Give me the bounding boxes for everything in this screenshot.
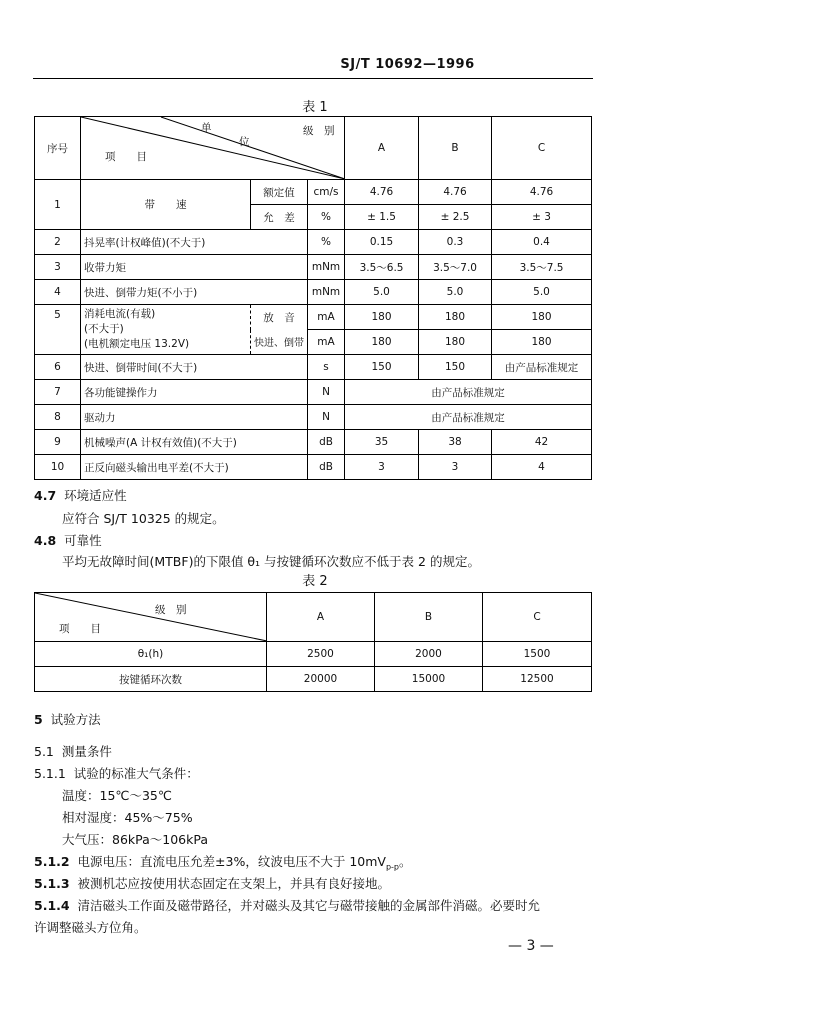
row6-a: 150 — [345, 355, 419, 380]
row1-a1: 4.76 — [345, 180, 419, 205]
table1-row — [35, 280, 592, 305]
row1-b2: ± 2.5 — [419, 205, 492, 230]
section-body: 被测机芯应按使用状态固定在支架上，并具有良好接地。 — [77, 876, 391, 891]
row1-unit2: % — [308, 205, 345, 230]
row6-unit: s — [308, 355, 345, 380]
table1-caption: 表 1 — [302, 100, 328, 115]
row7-value: 由产品标准规定 — [345, 380, 592, 405]
row10-b: 3 — [419, 455, 492, 480]
section-5-1-4-continued: 许调整磁头方位角。 — [34, 920, 147, 935]
header-rule — [33, 78, 593, 79]
header-unit-top: 单 — [201, 122, 212, 134]
humidity-condition: 相对湿度：45%～75% — [62, 810, 193, 825]
row5-c1: 180 — [492, 305, 592, 330]
row4-seq: 4 — [35, 280, 81, 305]
row2-c: 0.4 — [492, 230, 592, 255]
row4-c: 5.0 — [492, 280, 592, 305]
row3-item: 收带力矩 — [81, 255, 308, 280]
header-diagonal-cell — [81, 117, 345, 180]
row4-unit: mNm — [308, 280, 345, 305]
table2-header-C: C — [483, 593, 592, 642]
section-4-7-heading — [34, 486, 127, 504]
row4-a: 5.0 — [345, 280, 419, 305]
row9-unit: dB — [308, 430, 345, 455]
table1-row — [35, 455, 592, 480]
header-A: A — [345, 117, 419, 180]
section-5-heading — [34, 710, 101, 728]
row2-item: 抖晃率(计权峰值)(不大于) — [81, 230, 308, 255]
row1-sub2: 允 差 — [251, 205, 308, 230]
table2-header-B: B — [375, 593, 483, 642]
section-number: 5.1.4 — [34, 898, 70, 913]
row1-unit1: cm/s — [308, 180, 345, 205]
section-number: 5.1.3 — [34, 876, 70, 891]
row1-a2: ± 1.5 — [345, 205, 419, 230]
header-unit-bottom: 位 — [239, 136, 250, 148]
table2-row2-b: 15000 — [375, 667, 483, 692]
row7-item: 各功能键操作力 — [81, 380, 308, 405]
table2-row2-item: 按键循环次数 — [35, 667, 267, 692]
row10-c: 4 — [492, 455, 592, 480]
row1-sub1: 额定值 — [251, 180, 308, 205]
table2-header-item: 项 目 — [59, 623, 101, 635]
row10-unit: dB — [308, 455, 345, 480]
row5-b2: 180 — [419, 330, 492, 355]
row2-seq: 2 — [35, 230, 81, 255]
row2-a: 0.15 — [345, 230, 419, 255]
section-body-line1: 清洁磁头工作面及磁带路径，并对磁头及其它与磁带接触的金属部件消磁。必要时允 — [77, 898, 541, 913]
table2-row1-a: 2500 — [267, 642, 375, 667]
document-code-header: SJ/T 10692—1996 — [340, 57, 475, 72]
row9-a: 35 — [345, 430, 419, 455]
row4-item: 快进、倒带力矩(不小于) — [81, 280, 308, 305]
table2 — [34, 592, 592, 692]
table2-header-row — [35, 593, 592, 642]
row5-seq: 5 — [35, 305, 81, 355]
table1-row — [35, 230, 592, 255]
table1-row — [35, 430, 592, 455]
section-title: 试验方法 — [50, 712, 101, 727]
table2-diagonal-cell — [35, 593, 267, 642]
row9-c: 42 — [492, 430, 592, 455]
table1-row — [35, 355, 592, 380]
section-5-1-heading — [34, 742, 112, 760]
table1-header-row — [35, 117, 592, 180]
section-5-1-3 — [34, 874, 390, 892]
row9-item: 机械噪声(A 计权有效值)(不大于) — [81, 430, 308, 455]
row6-item: 快进、倒带时间(不大于) — [81, 355, 308, 380]
table2-row — [35, 642, 592, 667]
section-5-1-1-heading — [34, 764, 199, 782]
table1-row — [35, 305, 592, 330]
section-number: 5.1.1 — [34, 766, 66, 781]
row7-seq: 7 — [35, 380, 81, 405]
header-C: C — [492, 117, 592, 180]
section-title: 环境适应性 — [64, 488, 127, 503]
section-body: 电源电压：直流电压允差±3%，纹波电压不大于 10mV — [77, 854, 386, 869]
row8-unit: N — [308, 405, 345, 430]
table2-header-grade: 级 别 — [155, 604, 187, 616]
table2-row1-item: θ₁(h) — [35, 642, 267, 667]
section-number: 5.1.2 — [34, 854, 70, 869]
section-number: 5 — [34, 712, 43, 727]
header-seq: 序号 — [35, 117, 81, 180]
row1-c2: ± 3 — [492, 205, 592, 230]
table2-row2-c: 12500 — [483, 667, 592, 692]
table1 — [34, 116, 592, 480]
row9-b: 38 — [419, 430, 492, 455]
row3-unit: mNm — [308, 255, 345, 280]
row5-item-line2: (不大于) — [84, 323, 124, 335]
row1-b1: 4.76 — [419, 180, 492, 205]
row5-a2: 180 — [345, 330, 419, 355]
row10-seq: 10 — [35, 455, 81, 480]
row3-a: 3.5～6.5 — [345, 255, 419, 280]
section-4-8-heading — [34, 531, 102, 549]
row1-item: 带 速 — [81, 180, 251, 230]
row5-unit1: mA — [308, 305, 345, 330]
section-5-1-2 — [34, 852, 412, 872]
page-number: — 3 — — [508, 938, 554, 954]
section-4-8-body: 平均无故障时间(MTBF)的下限值 θ₁ 与按键循环次数应不低于表 2 的规定。 — [62, 554, 480, 569]
header-grade: 级 别 — [303, 125, 335, 137]
pressure-condition: 大气压：86kPa～106kPa — [62, 832, 209, 847]
row5-a1: 180 — [345, 305, 419, 330]
table2-row1-b: 2000 — [375, 642, 483, 667]
table2-row1-c: 1500 — [483, 642, 592, 667]
temperature-condition: 温度：15℃～35℃ — [62, 788, 172, 803]
row10-item: 正反向磁头输出电平差(不大于) — [81, 455, 308, 480]
table1-row — [35, 405, 592, 430]
row8-seq: 8 — [35, 405, 81, 430]
row8-value: 由产品标准规定 — [345, 405, 592, 430]
row7-unit: N — [308, 380, 345, 405]
section-title: 测量条件 — [61, 744, 112, 759]
row5-unit2: mA — [308, 330, 345, 355]
period: 。 — [399, 854, 412, 869]
row5-item-line3: (电机额定电压 13.2V) — [84, 338, 190, 350]
row5-sub1: 放 音 — [251, 305, 308, 330]
subscript: p-p — [385, 862, 400, 872]
section-title: 可靠性 — [64, 533, 102, 548]
table2-caption: 表 2 — [302, 574, 328, 589]
table1-row — [35, 380, 592, 405]
section-number: 4.7 — [34, 488, 57, 503]
section-number: 5.1 — [34, 744, 54, 759]
table1-row — [35, 180, 592, 205]
row1-c1: 4.76 — [492, 180, 592, 205]
row2-unit: % — [308, 230, 345, 255]
row6-seq: 6 — [35, 355, 81, 380]
row8-item: 驱动力 — [81, 405, 308, 430]
row1-seq: 1 — [35, 180, 81, 230]
row3-seq: 3 — [35, 255, 81, 280]
header-item: 项 目 — [105, 151, 147, 163]
header-B: B — [419, 117, 492, 180]
section-number: 4.8 — [34, 533, 57, 548]
section-5-1-4 — [34, 896, 540, 914]
row5-c2: 180 — [492, 330, 592, 355]
section-title: 试验的标准大气条件： — [73, 766, 199, 781]
row6-c: 由产品标准规定 — [492, 355, 592, 380]
table2-row — [35, 667, 592, 692]
row5-b1: 180 — [419, 305, 492, 330]
row4-b: 5.0 — [419, 280, 492, 305]
table1-row — [35, 255, 592, 280]
row9-seq: 9 — [35, 430, 81, 455]
section-4-7-body: 应符合 SJ/T 10325 的规定。 — [62, 511, 225, 526]
row2-b: 0.3 — [419, 230, 492, 255]
row10-a: 3 — [345, 455, 419, 480]
table2-header-A: A — [267, 593, 375, 642]
row3-c: 3.5～7.5 — [492, 255, 592, 280]
row5-item — [81, 305, 251, 355]
row6-b: 150 — [419, 355, 492, 380]
row5-sub2: 快进、倒带 — [251, 330, 308, 355]
table2-row2-a: 20000 — [267, 667, 375, 692]
row5-item-line1: 消耗电流(有载) — [84, 308, 156, 320]
row3-b: 3.5～7.0 — [419, 255, 492, 280]
